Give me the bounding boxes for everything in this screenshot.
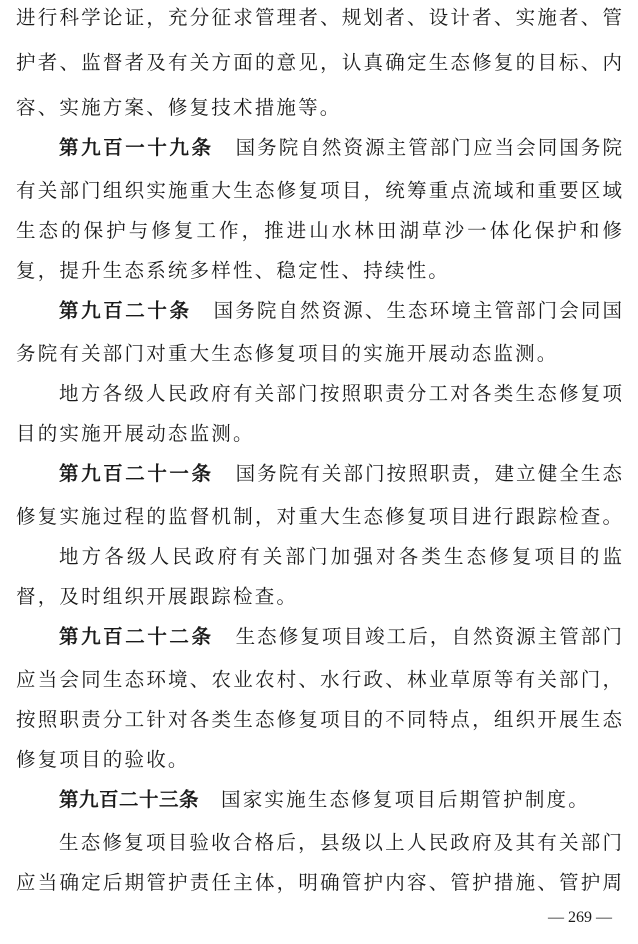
article-919-line <box>59 133 622 163</box>
text-line: 应当会同生态环境、农业农村、水行政、林业草原等有关部门， <box>16 668 622 691</box>
article-text: 国务院自然资源、生态环境主管部门会同国 <box>213 299 622 322</box>
article-heading: 第九百二十二条 <box>59 625 214 648</box>
article-heading: 第九百一十九条 <box>59 136 214 159</box>
article-921-line <box>59 459 622 489</box>
text-line: 地方各级人民政府有关部门加强对各类生态修复项目的监 <box>59 545 622 568</box>
text-line: 督，及时组织开展跟踪检查。 <box>16 585 299 608</box>
text-line: 生态的保护与修复工作，推进山水林田湖草沙一体化保护和修 <box>16 219 622 242</box>
text-line: 目的实施开展动态监测。 <box>16 422 255 445</box>
text-line: 生态修复项目验收合格后，县级以上人民政府及其有关部门 <box>59 831 622 854</box>
text-line: 修复实施过程的监督机制，对重大生态修复项目进行跟踪检查。 <box>16 505 622 528</box>
article-text: 国务院有关部门按照职责，建立健全生态 <box>235 462 622 485</box>
text-line: 有关部门组织实施重大生态修复项目，统筹重点流域和重要区域 <box>16 179 622 202</box>
page-number: — 269 — <box>548 909 612 926</box>
article-922-line <box>59 622 622 652</box>
text-line: 修复项目的验收。 <box>16 748 190 771</box>
text-line: 务院有关部门对重大生态修复项目的实施开展动态监测。 <box>16 342 559 365</box>
text-line: 护者、监督者及有关方面的意见，认真确定生态修复的目标、内 <box>16 51 622 74</box>
article-text: 国务院自然资源主管部门应当会同国务院 <box>235 136 622 159</box>
article-text: 生态修复项目竣工后，自然资源主管部门 <box>235 625 622 648</box>
text-line: 进行科学论证，充分征求管理者、规划者、设计者、实施者、管 <box>16 6 622 29</box>
text-line: 按照职责分工针对各类生态修复项目的不同特点，组织开展生态 <box>16 708 622 731</box>
article-923-line <box>59 785 622 815</box>
text-line: 地方各级人民政府有关部门按照职责分工对各类生态修复项 <box>59 382 622 405</box>
article-heading: 第九百二十三条 <box>59 788 200 811</box>
text-line: 容、实施方案、修复技术措施等。 <box>16 96 342 119</box>
article-920-line <box>59 296 622 326</box>
article-text: 国家实施生态修复项目后期管护制度。 <box>221 788 590 811</box>
article-heading: 第九百二十一条 <box>59 462 214 485</box>
text-line: 复，提升生态系统多样性、稳定性、持续性。 <box>16 259 451 282</box>
article-heading: 第九百二十条 <box>59 299 192 322</box>
text-line: 应当确定后期管护责任主体，明确管护内容、管护措施、管护周 <box>16 871 622 894</box>
